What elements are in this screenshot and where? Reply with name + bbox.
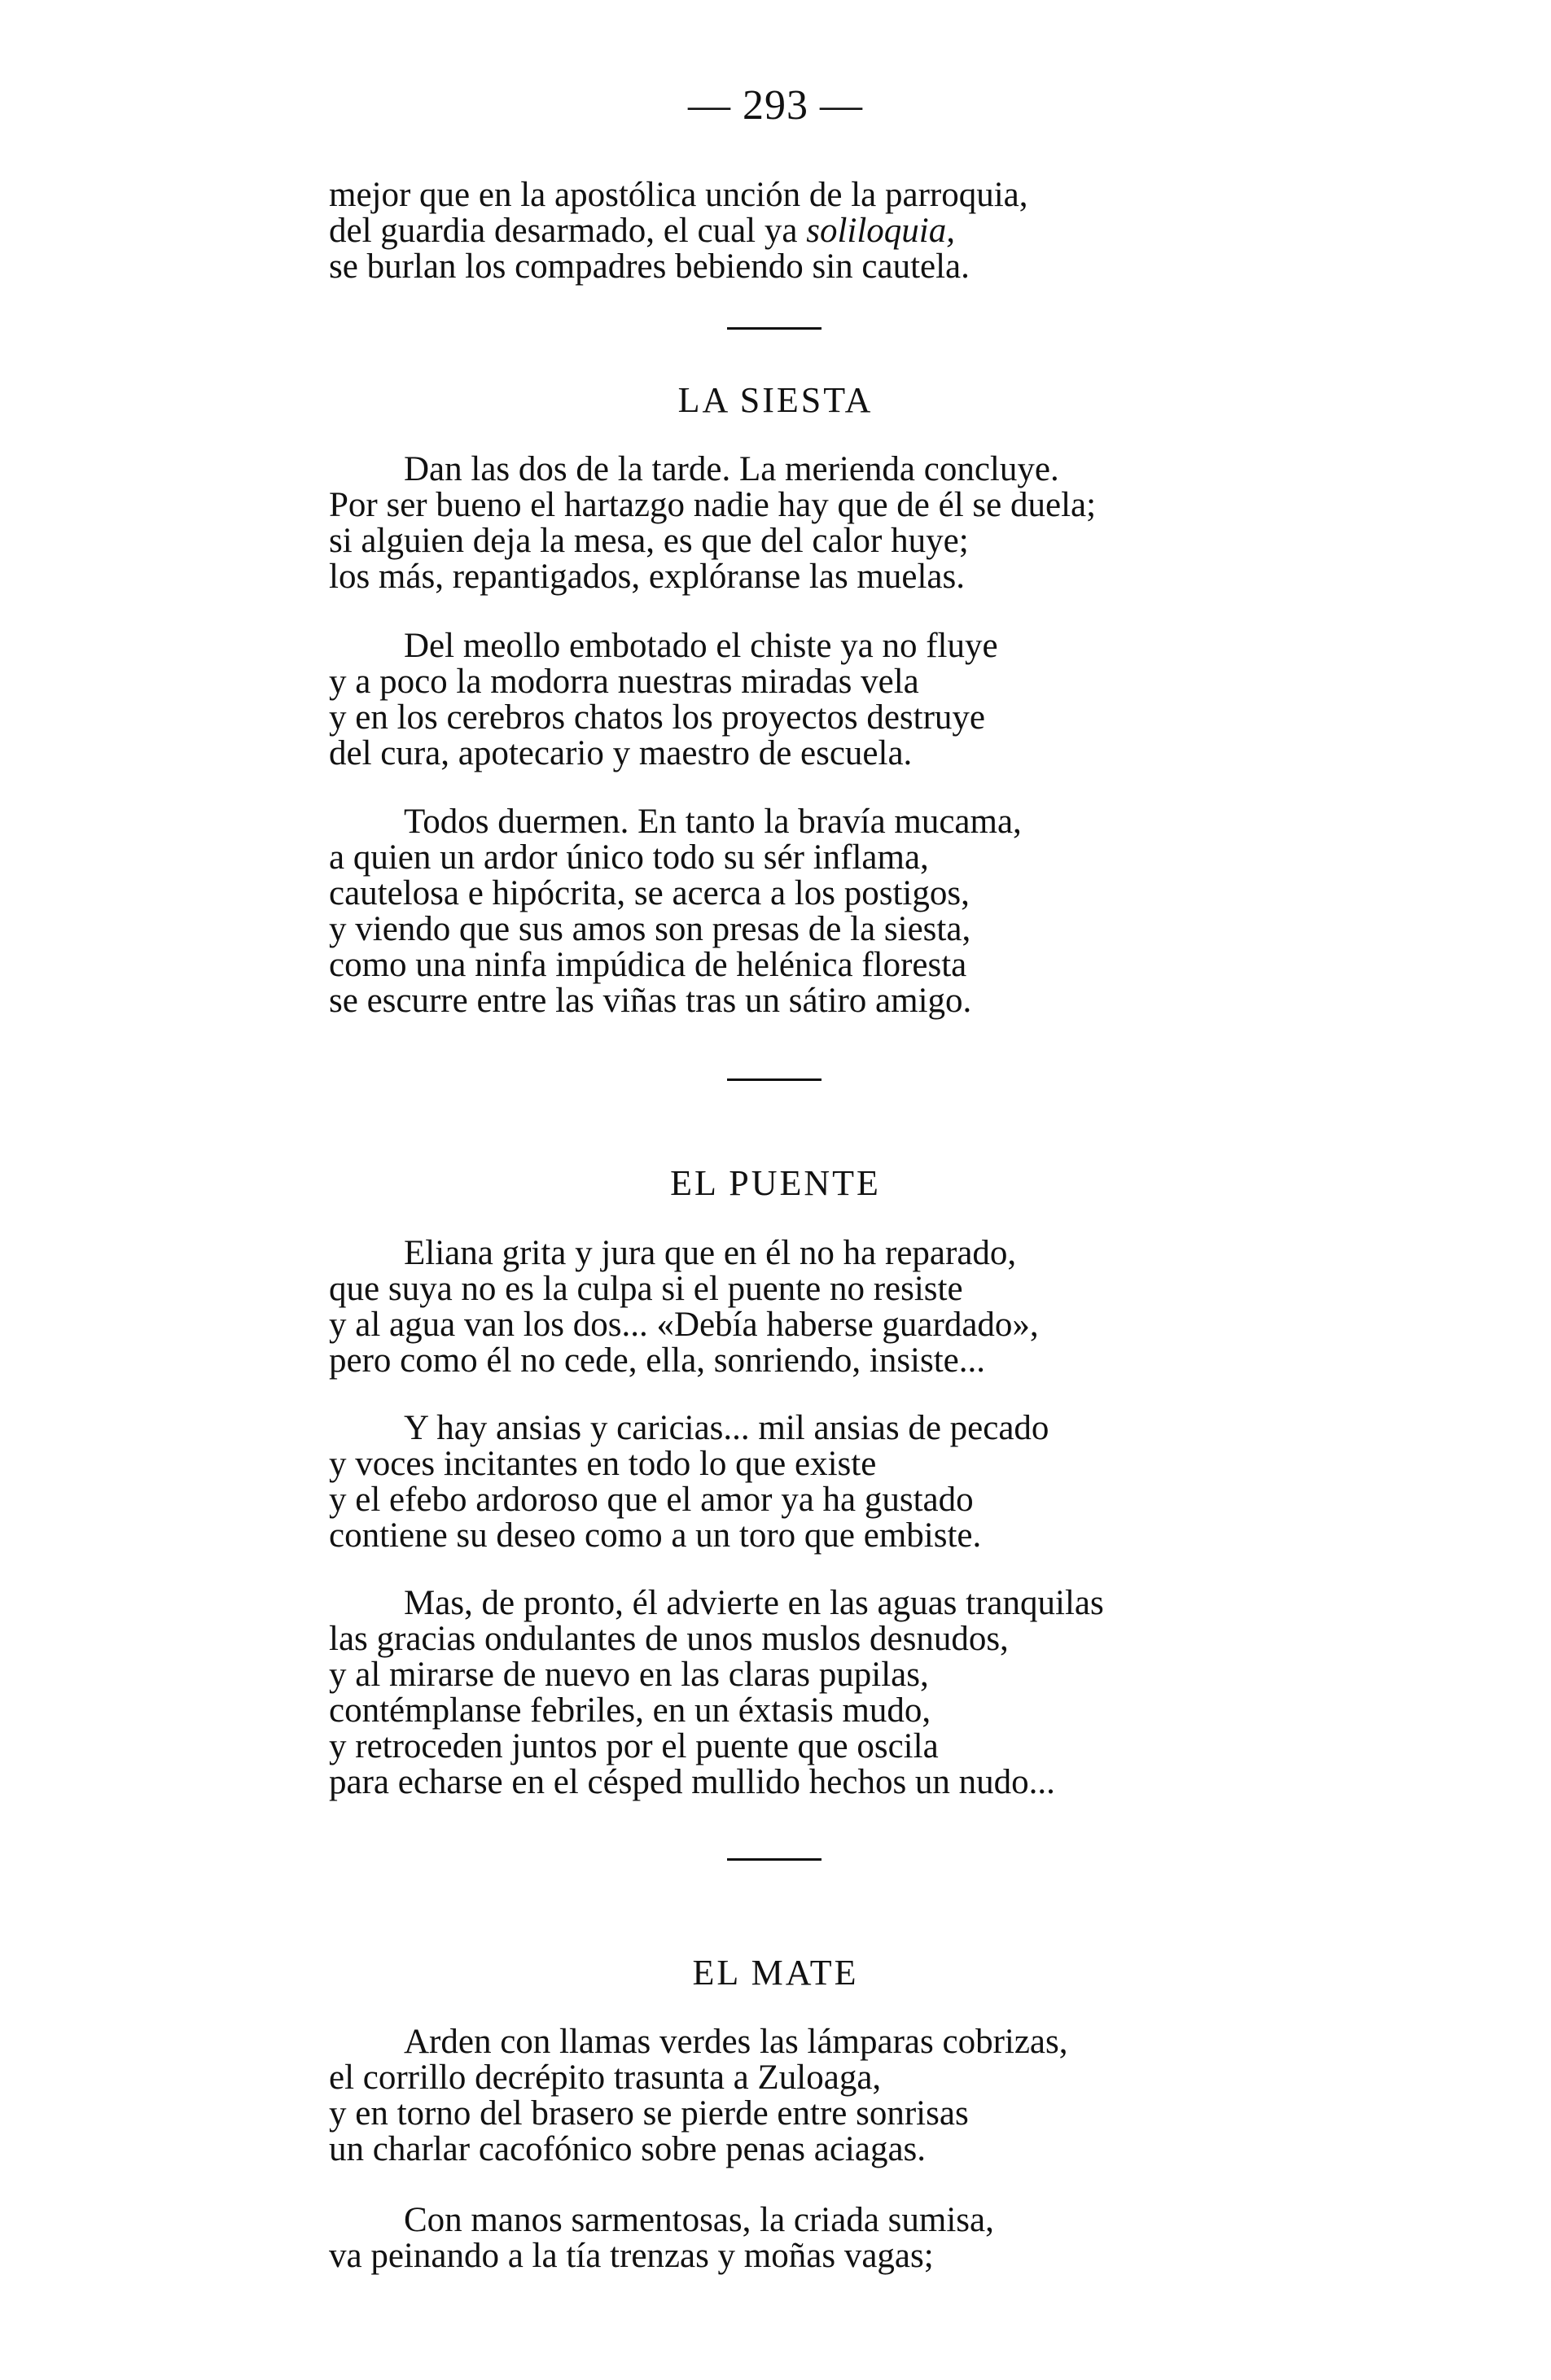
verse-line: pero como él no cede, ella, sonriendo, insiste... bbox=[329, 1341, 986, 1380]
page-number: — 293 — bbox=[688, 82, 863, 129]
verse-line: y viendo que sus amos son presas de la siesta, bbox=[329, 910, 971, 948]
poem-title: EL PUENTE bbox=[670, 1163, 881, 1203]
verse-line: del guardia desarmado, el cual ya soliloquia, bbox=[329, 212, 955, 250]
verse-line: Todos duermen. En tanto la bravía mucama, bbox=[404, 803, 1022, 841]
verse-line: mejor que en la apostólica unción de la parroquia, bbox=[329, 176, 1028, 214]
section-divider bbox=[727, 1078, 822, 1081]
stanza bbox=[329, 1411, 1387, 1554]
stanza bbox=[329, 2024, 1387, 2168]
verse-line: los más, repantigados, explóranse las muelas. bbox=[329, 558, 965, 596]
verse-line: va peinando a la tía trenzas y moñas vagas; bbox=[329, 2237, 934, 2275]
stanza bbox=[329, 1236, 1387, 1379]
verse-line: las gracias ondulantes de unos muslos desnudos, bbox=[329, 1620, 1009, 1658]
stanza bbox=[329, 2203, 1387, 2274]
verse-line: Del meollo embotado el chiste ya no fluye bbox=[404, 627, 998, 665]
verse-line: el corrillo decrépito trasunta a Zuloaga, bbox=[329, 2058, 882, 2097]
verse-line: se burlan los compadres bebiendo sin cautela. bbox=[329, 247, 970, 286]
verse-line: Dan las dos de la tarde. La merienda concluye. bbox=[404, 450, 1059, 488]
verse-line: si alguien deja la mesa, es que del calor huye; bbox=[329, 522, 969, 560]
stanza bbox=[329, 804, 1387, 1019]
verse-line: y al agua van los dos... «Debía haberse guardado», bbox=[329, 1306, 1039, 1344]
verse-line: se escurre entre las viñas tras un sátiro amigo. bbox=[329, 982, 972, 1020]
verse-line: contiene su deseo como a un toro que embiste. bbox=[329, 1516, 982, 1555]
verse-line: del cura, apotecario y maestro de escuela. bbox=[329, 734, 913, 772]
verse-line: contémplanse febriles, en un éxtasis mudo, bbox=[329, 1691, 931, 1730]
verse-line: Y hay ansias y caricias... mil ansias de pecado bbox=[404, 1409, 1049, 1447]
verse-line: y el efebo ardoroso que el amor ya ha gustado bbox=[329, 1481, 974, 1519]
verse-line: Eliana grita y jura que en él no ha reparado, bbox=[404, 1234, 1017, 1272]
verse-line: y al mirarse de nuevo en las claras pupilas, bbox=[329, 1656, 929, 1694]
verse-line: y en los cerebros chatos los proyectos destruye bbox=[329, 698, 986, 737]
verse-line: a quien un ardor único todo su sér inflama, bbox=[329, 838, 929, 877]
verse-line: Arden con llamas verdes las lámparas cobrizas, bbox=[404, 2023, 1068, 2061]
verse-line: que suya no es la culpa si el puente no resiste bbox=[329, 1270, 963, 1308]
verse-line: y retroceden juntos por el puente que oscila bbox=[329, 1727, 939, 1765]
verse-line: un charlar cacofónico sobre penas aciagas. bbox=[329, 2130, 927, 2168]
section-divider bbox=[727, 1858, 822, 1861]
verse-line: como una ninfa impúdica de helénica floresta bbox=[329, 946, 967, 984]
stanza bbox=[329, 628, 1387, 772]
verse-line: y en torno del brasero se pierde entre sonrisas bbox=[329, 2094, 969, 2133]
poem-title: EL MATE bbox=[692, 1953, 859, 1993]
verse-line: para echarse en el césped mullido hechos un nudo... bbox=[329, 1763, 1055, 1801]
verse-line: cautelosa e hipócrita, se acerca a los postigos, bbox=[329, 874, 970, 912]
italic-word: soliloquia, bbox=[806, 212, 955, 250]
section-divider bbox=[727, 327, 822, 330]
verse-line: Mas, de pronto, él advierte en las aguas tranquilas bbox=[404, 1584, 1104, 1622]
verse-line: y voces incitantes en todo lo que existe bbox=[329, 1445, 877, 1483]
poem-title: LA SIESTA bbox=[677, 380, 874, 420]
verse-line: y a poco la modorra nuestras miradas vela bbox=[329, 663, 919, 701]
stanza bbox=[329, 452, 1387, 595]
intro-stanza bbox=[329, 177, 1387, 285]
verse-line: Con manos sarmentosas, la criada sumisa, bbox=[404, 2201, 994, 2239]
verse-line: Por ser bueno el hartazgo nadie hay que de él se duela; bbox=[329, 486, 1097, 524]
stanza bbox=[329, 1586, 1387, 1800]
